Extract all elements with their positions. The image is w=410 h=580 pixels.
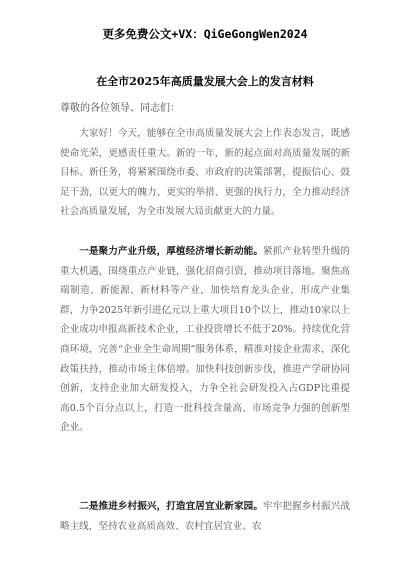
paragraph-lead: 一是聚力产业升级，厚植经济增长新动能。: [79, 246, 264, 257]
paragraph-industry: [60, 242, 350, 438]
paragraph-intro: [60, 124, 350, 222]
paragraph-lead: 二是推进乡村振兴，打造宜居宜业新家园。: [79, 501, 264, 512]
document-title: 在全市2025年高质量发展大会上的发言材料: [96, 75, 314, 88]
paragraph-text: 大家好！今天，能够在全市高质量发展大会上作表态发言，既感使命光荣，更感责任重大。新的一年，新的起点面对高质量发展的新目标、新任务，将紧紧围绕市委、市政府的决策部署，提振信心、鼓足干劲，以更大的魄力、更实的举措、更强的执行力，全力推动经济社会高质量发展，为全市发展大局贡献更大的力量。: [60, 128, 350, 218]
paragraph-text: 紧抓产业转型升级的重大机遇，围绕重点产业链，强化招商引资，推动项目落地。聚焦高端制造、新能源、新材料等产业，加快培育龙头企业，形成产业集群，力争2025年新引进亿元以上重大项目10个以上，推动10家以上企业成功申报高新技术企业，工业投资增长不低于20%。持续优化营商环境，完善“企业全生命周期”服务体系，精准对接企业需求，深化政策扶持，推动市场主体倍增。加快科技创新步伐，推进产学研协同创新，支持企业加大研发投入，力争全社会研发投入占GDP比重提高0.5个百分点以上，打造一批科技含量高、市场竞争力强的创新型企业。: [60, 246, 351, 434]
page-header: 更多免费公文+VX：QiGeGongWen2024: [102, 27, 308, 41]
paragraph-rural: [60, 497, 350, 536]
paragraph-text: 牢牢把握乡村振兴战略主线，坚持农业高质高效、农村宜居宜业、农: [60, 501, 351, 532]
salutation: 尊敬的各位领导、同志们：: [60, 103, 180, 114]
